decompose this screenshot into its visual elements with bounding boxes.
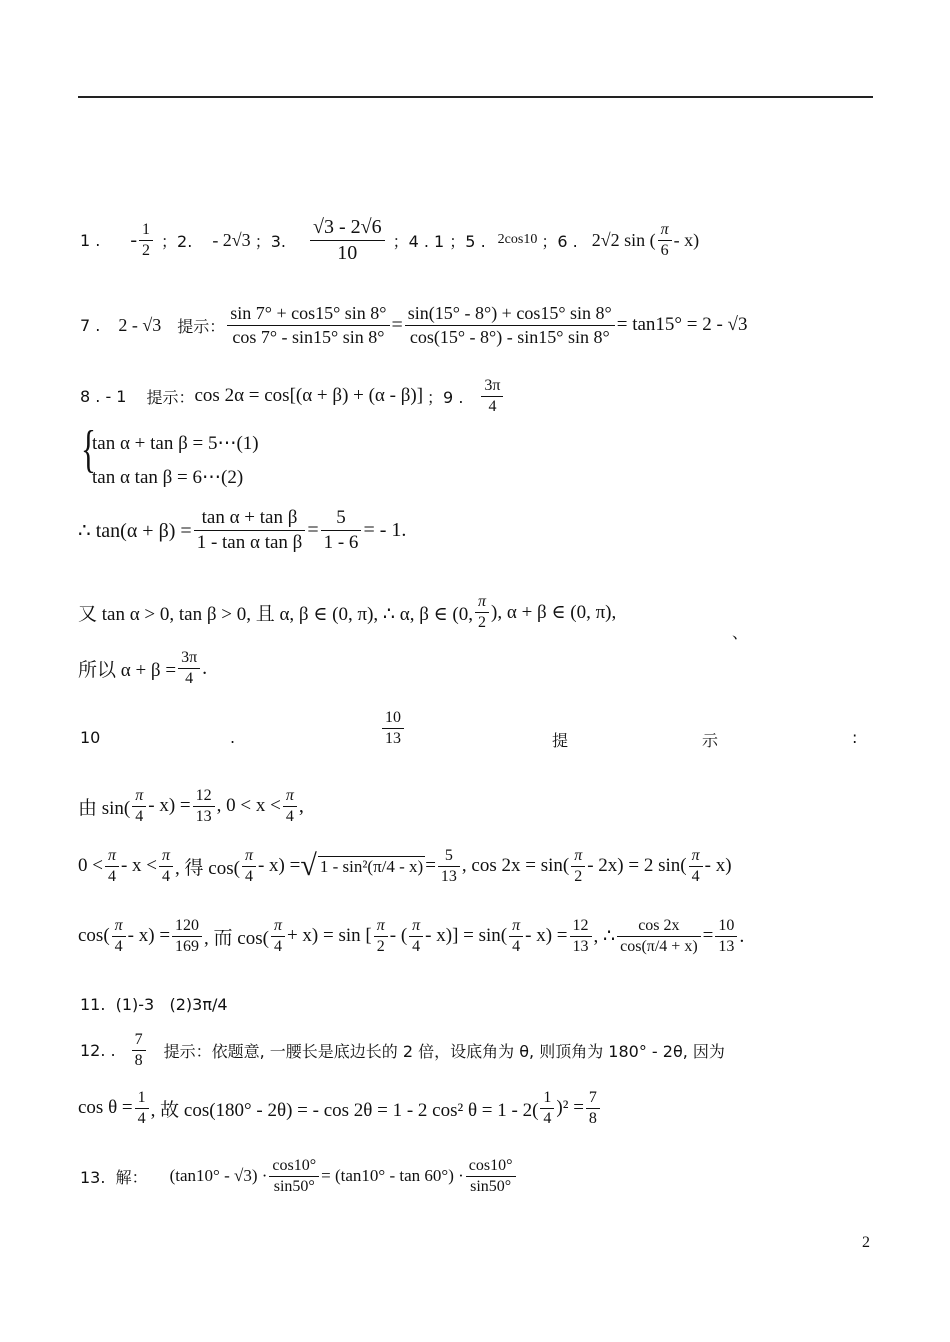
answer-8-9: [80, 368, 505, 424]
cos-i: [715, 916, 737, 957]
line12b-mid: , 故 cos(180° - 2θ) = - cos 2θ = 1 - 2 cos² θ = 1 - 2(: [150, 1099, 539, 1121]
range-line: [78, 838, 732, 894]
also-f-den: 2: [478, 613, 487, 631]
answer-5: 2cos10: [497, 232, 538, 247]
range-e: [571, 846, 585, 887]
from-c: [283, 786, 297, 827]
line12b-c-num: 7: [586, 1088, 600, 1109]
line13-a: [269, 1156, 319, 1197]
line12b-mid2: )² =: [556, 1097, 584, 1118]
therefore-f-den: 1 - tan α tan β: [196, 531, 303, 553]
cos-i-num: 10: [715, 916, 737, 937]
line13-a-num: cos10°: [269, 1156, 319, 1177]
range-m2: , 得 cos(: [175, 857, 240, 879]
range-m3: - x) =: [257, 855, 301, 876]
from-b-num: 12: [193, 786, 215, 807]
cos-g-num: 12: [570, 916, 592, 937]
cos-m7: , ∴: [593, 925, 616, 947]
from-line: [78, 778, 304, 834]
range-a: [105, 846, 119, 887]
line12b-c: [586, 1088, 600, 1129]
cos-a: [112, 916, 126, 957]
labels-4-5: ；4 . 1 ；5 .: [392, 231, 486, 251]
cos-c: [271, 916, 285, 957]
label-13: 13. 解：: [80, 1167, 148, 1187]
from-post: ,: [298, 794, 304, 817]
system-eq-1: tan α + tan β = 5⋯(1): [92, 433, 259, 454]
range-sqrt-sign: √: [300, 849, 317, 882]
line13-pre: (tan10° - √3) ·: [169, 1166, 268, 1185]
cos-m2: , 而 cos(: [204, 927, 269, 949]
range-b-num: π: [159, 846, 173, 867]
answer-1-sign: -: [130, 228, 138, 251]
cos-d: [374, 916, 388, 957]
from-c-den: 4: [285, 807, 294, 825]
header-rule: [78, 96, 873, 98]
answer-12-fraction: [132, 1030, 146, 1071]
range-f: [689, 846, 703, 887]
cos-c-den: 4: [273, 937, 282, 955]
hint-8-formula: cos 2α = cos[(α + β) + (α - β)]: [194, 385, 424, 406]
hint-10-shi: 示: [702, 731, 719, 750]
line-12b: [78, 1080, 602, 1136]
range-post: - x): [704, 855, 732, 876]
cos-g: [570, 916, 592, 957]
label-10: 10: [80, 728, 101, 747]
hint-7-fraction-1: [227, 302, 389, 348]
from-a-num: π: [132, 786, 146, 807]
line13-a-den: sin50°: [273, 1177, 315, 1195]
cos-e-num: π: [409, 916, 423, 937]
cos-pre: cos(: [78, 925, 110, 946]
line12b-pre: cos θ =: [78, 1097, 133, 1118]
so-fraction: [178, 648, 200, 689]
therefore-f-num: tan α + tan β: [194, 506, 306, 531]
therefore-rhs: = - 1.: [363, 518, 407, 541]
answer-1-fraction: [139, 220, 153, 261]
label-7: 7 .: [80, 315, 101, 335]
line12b-c-den: 8: [588, 1109, 597, 1127]
range-f-num: π: [689, 846, 703, 867]
cos-f-den: 4: [512, 937, 521, 955]
hint-7-f1-num: sin 7° + cos15° sin 8°: [227, 302, 389, 326]
cos-f: [509, 916, 523, 957]
range-a-den: 4: [107, 867, 116, 885]
cos-d-den: 2: [376, 937, 385, 955]
range-sqrt-body: 1 - sin²(π/4 - x): [319, 856, 424, 876]
therefore-fraction-1: [194, 506, 306, 555]
so-post: .: [202, 656, 208, 679]
therefore-g-num: 5: [321, 506, 362, 531]
line12b-b: [540, 1088, 554, 1129]
range-f-den: 4: [691, 867, 700, 885]
hint-7-result: = tan15° = 2 - √3: [616, 314, 748, 335]
therefore-fraction-2: [321, 506, 362, 555]
also-mark: 、: [732, 623, 749, 642]
answer-3-fraction: [310, 215, 385, 266]
so-f-num: 3π: [178, 648, 200, 669]
line12b-b-num: 1: [540, 1088, 554, 1109]
hint-7-f1-den: cos 7° - sin15° sin 8°: [232, 326, 385, 347]
line13-mid: = (tan10° - tan 60°) ·: [321, 1166, 464, 1185]
label-6: ；6 .: [541, 231, 578, 251]
hint-8: 提示：: [146, 387, 195, 407]
from-a: [132, 786, 146, 827]
cos-i-den: 13: [718, 937, 735, 955]
label-1: 1 .: [80, 230, 101, 250]
cos-f-num: π: [509, 916, 523, 937]
hint-7-f2-num: sin(15° - 8°) + cos15° sin 8°: [405, 302, 615, 326]
so-f-den: 4: [185, 669, 194, 687]
answer-9-num: 3π: [481, 376, 503, 397]
from-pre: 由 sin(: [78, 797, 131, 819]
range-d-num: 5: [438, 846, 460, 867]
cos-m3: + x) = sin [: [286, 925, 372, 946]
cos-m8: =: [702, 925, 714, 946]
also-pre: 又 tan α > 0, tan β > 0, 且 α, β ∈ (0, π), ∴ α, β ∈ (0,: [78, 603, 474, 625]
hint-10-colon: :: [852, 728, 858, 747]
range-b: [159, 846, 173, 887]
cos-m6: - x) =: [525, 925, 568, 946]
range-e-den: 2: [574, 867, 583, 885]
range-b-den: 4: [162, 867, 171, 885]
answer-10-den: 13: [385, 730, 401, 747]
answer-1-den: 2: [142, 241, 151, 259]
hint-10-ti: 提: [552, 731, 569, 750]
label-8: 8 . - 1: [80, 386, 127, 406]
hint-12-text: 提示：依题意, 一腰长是底边长的 2 倍，设底角为 θ, 则顶角为 180° - 2θ, 因为: [163, 1041, 725, 1061]
answer-7: [80, 295, 747, 355]
therefore-g-den: 1 - 6: [323, 531, 359, 553]
therefore-line: [78, 502, 406, 558]
answer-6-num: π: [658, 220, 672, 241]
from-b: [193, 786, 215, 827]
cos-b-den: 169: [175, 937, 200, 955]
label-9: ；9 .: [427, 387, 464, 407]
cos-b-num: 120: [172, 916, 202, 937]
range-d-den: 13: [440, 867, 457, 885]
answer-3-num: √3 - 2√6: [310, 215, 385, 241]
line13-b: [466, 1156, 516, 1197]
cos-e: [409, 916, 423, 957]
range-m4: =: [425, 855, 436, 876]
cos-a-den: 4: [114, 937, 123, 955]
system-brace: {: [80, 421, 96, 478]
cos-h: [617, 916, 701, 957]
from-mid: - x) =: [148, 795, 191, 816]
line13-b-den: sin50°: [470, 1177, 512, 1195]
range-m5: , cos 2x = sin(: [461, 855, 570, 876]
answer-7-value: 2 - √3: [118, 314, 162, 335]
cos-h-den: cos(π/4 + x): [620, 937, 698, 955]
label-3: ；3.: [254, 231, 286, 251]
range-e-num: π: [571, 846, 585, 867]
answer-3-den: 10: [337, 241, 358, 264]
answer-9-den: 4: [488, 397, 497, 415]
therefore-lhs: ∴ tan(α + β) =: [78, 519, 192, 542]
range-a-num: π: [105, 846, 119, 867]
cos-post: .: [739, 924, 745, 947]
cos-c-num: π: [271, 916, 285, 937]
also-post: ), α + β ∈ (0, π),: [491, 601, 617, 623]
answers-1-to-6: [80, 210, 699, 270]
therefore-eq: =: [307, 518, 319, 541]
also-line: [78, 584, 616, 640]
hint-7-eq: =: [391, 313, 403, 336]
answer-10-fraction: [382, 708, 404, 749]
page-number: 2: [862, 1234, 870, 1251]
so-pre: 所以 α + β =: [78, 659, 177, 681]
line13-b-num: cos10°: [466, 1156, 516, 1177]
also-f-num: π: [475, 592, 489, 613]
cos-d-num: π: [374, 916, 388, 937]
cos-h-num: cos 2x: [617, 916, 701, 937]
range-d: [438, 846, 460, 887]
cos-m5: - x)] = sin(: [425, 925, 508, 946]
from-a-den: 4: [135, 807, 144, 825]
answer-6-pre: 2√2 sin (: [591, 229, 656, 250]
answer-11: 11. (1)-3 (2)3π/4: [80, 995, 228, 1014]
line12b-a-den: 4: [137, 1109, 146, 1127]
from-b-den: 13: [195, 807, 212, 825]
line12b-a: [135, 1088, 149, 1129]
label-10-dot: .: [230, 728, 236, 747]
from-c-num: π: [283, 786, 297, 807]
cos-b: [172, 916, 202, 957]
answer-2: - 2√3: [212, 229, 251, 250]
answer-9-fraction: [481, 376, 503, 417]
cos-g-den: 13: [572, 937, 589, 955]
line12b-b-den: 4: [543, 1109, 552, 1127]
answer-6-fraction: [658, 220, 672, 261]
answer-6-post: - x): [673, 229, 700, 250]
answer-10-num: 10: [382, 708, 404, 729]
line12b-a-num: 1: [135, 1088, 149, 1109]
hint-7-fraction-2: [405, 302, 615, 348]
so-line: [78, 640, 207, 696]
system-eq-2: tan α tan β = 6⋯(2): [92, 467, 244, 488]
answer-1-num: 1: [139, 220, 153, 241]
label-12: 12. .: [80, 1040, 116, 1060]
range-c-num: π: [242, 846, 256, 867]
range-pre: 0 <: [78, 855, 103, 876]
label-2: ；2.: [161, 231, 193, 251]
cos-m1: - x) =: [127, 925, 171, 946]
range-c-den: 4: [244, 867, 253, 885]
also-fraction: [475, 592, 489, 633]
range-m6: - 2x) = 2 sin(: [587, 855, 687, 876]
hint-7: 提示：: [177, 316, 226, 336]
hint-7-f2-den: cos(15° - 8°) - sin15° sin 8°: [409, 326, 610, 347]
answer-13: [80, 1146, 518, 1206]
answer-12-den: 8: [134, 1051, 143, 1069]
answer-12: [80, 1022, 725, 1078]
from-mid2: , 0 < x <: [216, 795, 281, 816]
cos-a-num: π: [112, 916, 126, 937]
cos-m4: - (: [389, 925, 408, 946]
range-m1: - x <: [120, 855, 158, 876]
answer-10-fraction-wrap: [380, 708, 406, 749]
cos-e-den: 4: [412, 937, 421, 955]
answer-6-den: 6: [660, 241, 669, 259]
cos-line: [78, 898, 744, 974]
range-c: [242, 846, 256, 887]
answer-12-num: 7: [132, 1030, 146, 1051]
